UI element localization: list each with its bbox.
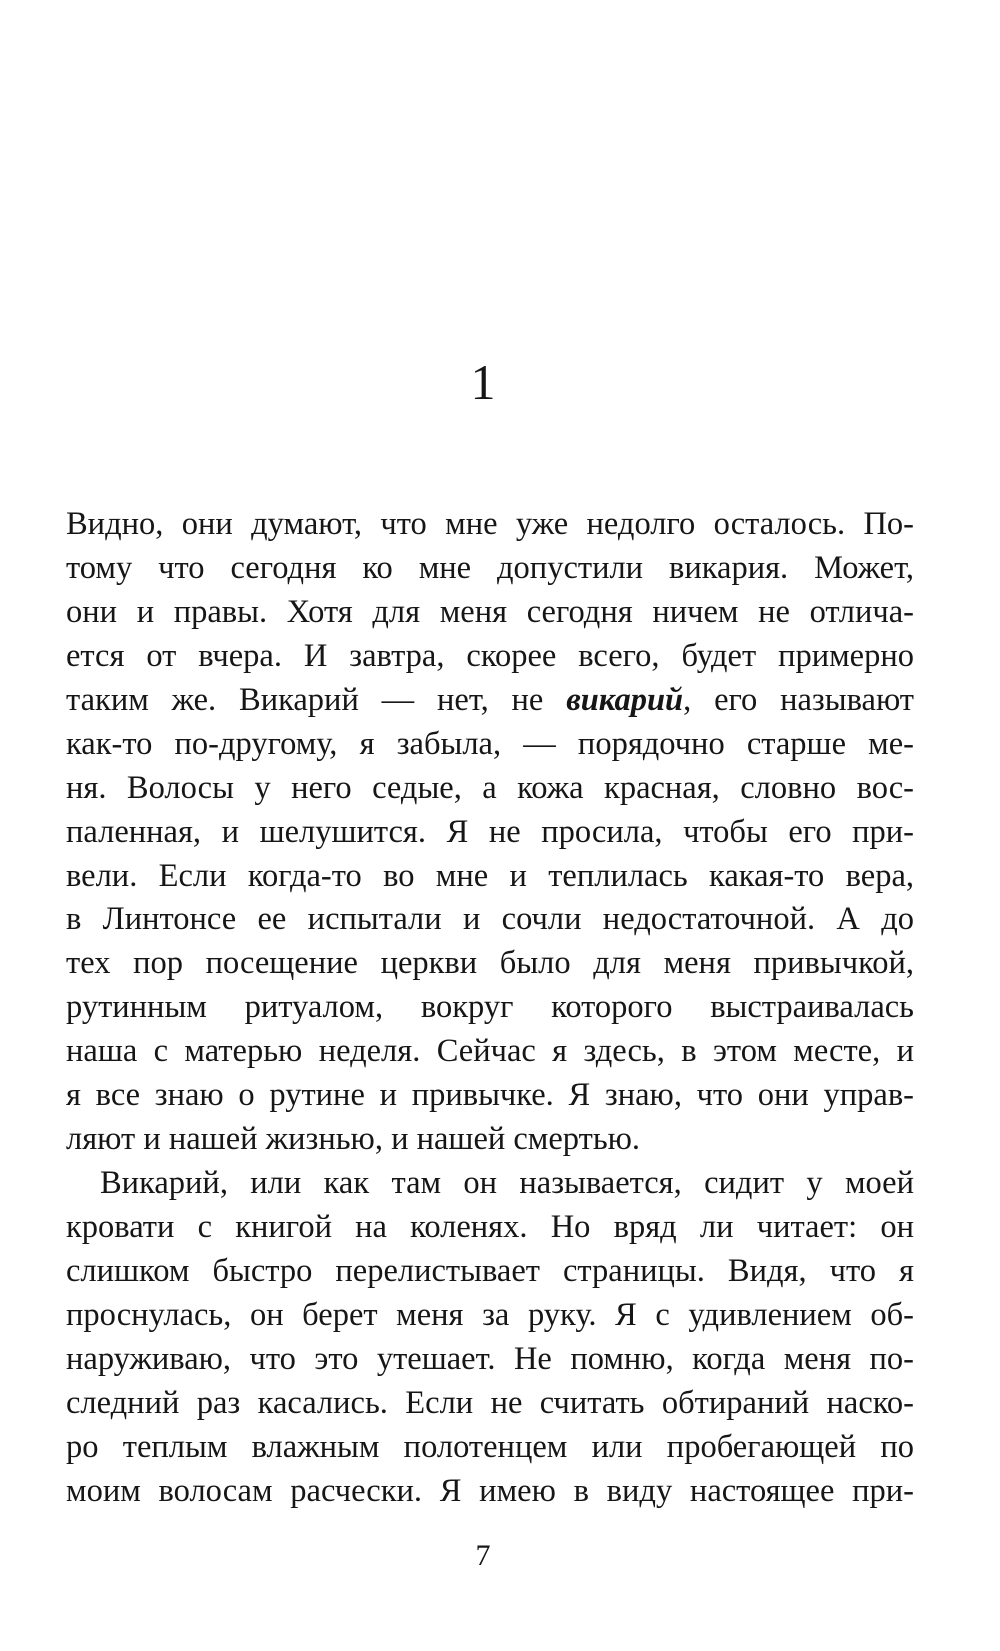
text-line: кровати с книгой на коленях. Но вряд ли читает: он (66, 1209, 914, 1245)
text-line: Видно, они думают, что мне уже недолго осталось. По- (66, 506, 914, 542)
text-line: Викарий, или как там он называется, сидит у моей (100, 1165, 914, 1202)
text-line: рутинным ритуалом, вокруг которого выстраивалась (66, 989, 914, 1026)
text-line: ляют и нашей жизнью, и нашей смертью. (66, 1121, 641, 1158)
text-line: наша с матерью неделя. Сейчас я здесь, в этом месте, и (66, 1033, 914, 1070)
text-line: моим волосам расчески. Я имею в виду настоящее при- (66, 1472, 914, 1509)
text-line: слишком быстро перелистывает страницы. Видя, что я (66, 1252, 914, 1289)
text-line: как-то по-другому, я забыла, — порядочно старше ме- (66, 725, 914, 762)
emphasis: викарий (566, 681, 684, 718)
chapter-number: 1 (470, 354, 496, 410)
text-line: таким же. Викарий — нет, не викарий, его называют (66, 681, 914, 718)
text-line: вели. Если когда-то во мне и теплилась какая-то вера, (66, 857, 914, 894)
paragraph-2 (66, 1162, 914, 1514)
text-line: тех пор посещение церкви было для меня привычкой, (66, 945, 914, 982)
text-line: тому что сегодня ко мне допустили викария. Может, (66, 549, 914, 586)
text-line: наруживаю, что это утешает. Не помню, когда меня по- (66, 1340, 914, 1377)
body-text (66, 503, 914, 1514)
paragraph-1 (66, 503, 914, 1162)
page-number: 7 (475, 1539, 491, 1572)
text-line: я все знаю о рутине и привычке. Я знаю, что они управ- (66, 1077, 914, 1114)
text-line: паленная, и шелушится. Я не просила, чтобы его при- (66, 813, 914, 850)
text-line: в Линтонсе ее испытали и сочли недостаточной. А до (66, 901, 914, 938)
text-line: ется от вчера. И завтра, скорее всего, будет примерно (66, 637, 914, 674)
text-line: ро теплым влажным полотенцем или пробегающей по (66, 1428, 914, 1465)
text-line: они и правы. Хотя для меня сегодня ничем не отлича- (66, 593, 914, 630)
text-line: проснулась, он берет меня за руку. Я с удивлением об- (66, 1296, 914, 1333)
text-line: ня. Волосы у него седые, а кожа красная, словно вос- (66, 769, 914, 806)
text-line: следний раз касались. Если не считать обтираний наско- (66, 1384, 914, 1421)
